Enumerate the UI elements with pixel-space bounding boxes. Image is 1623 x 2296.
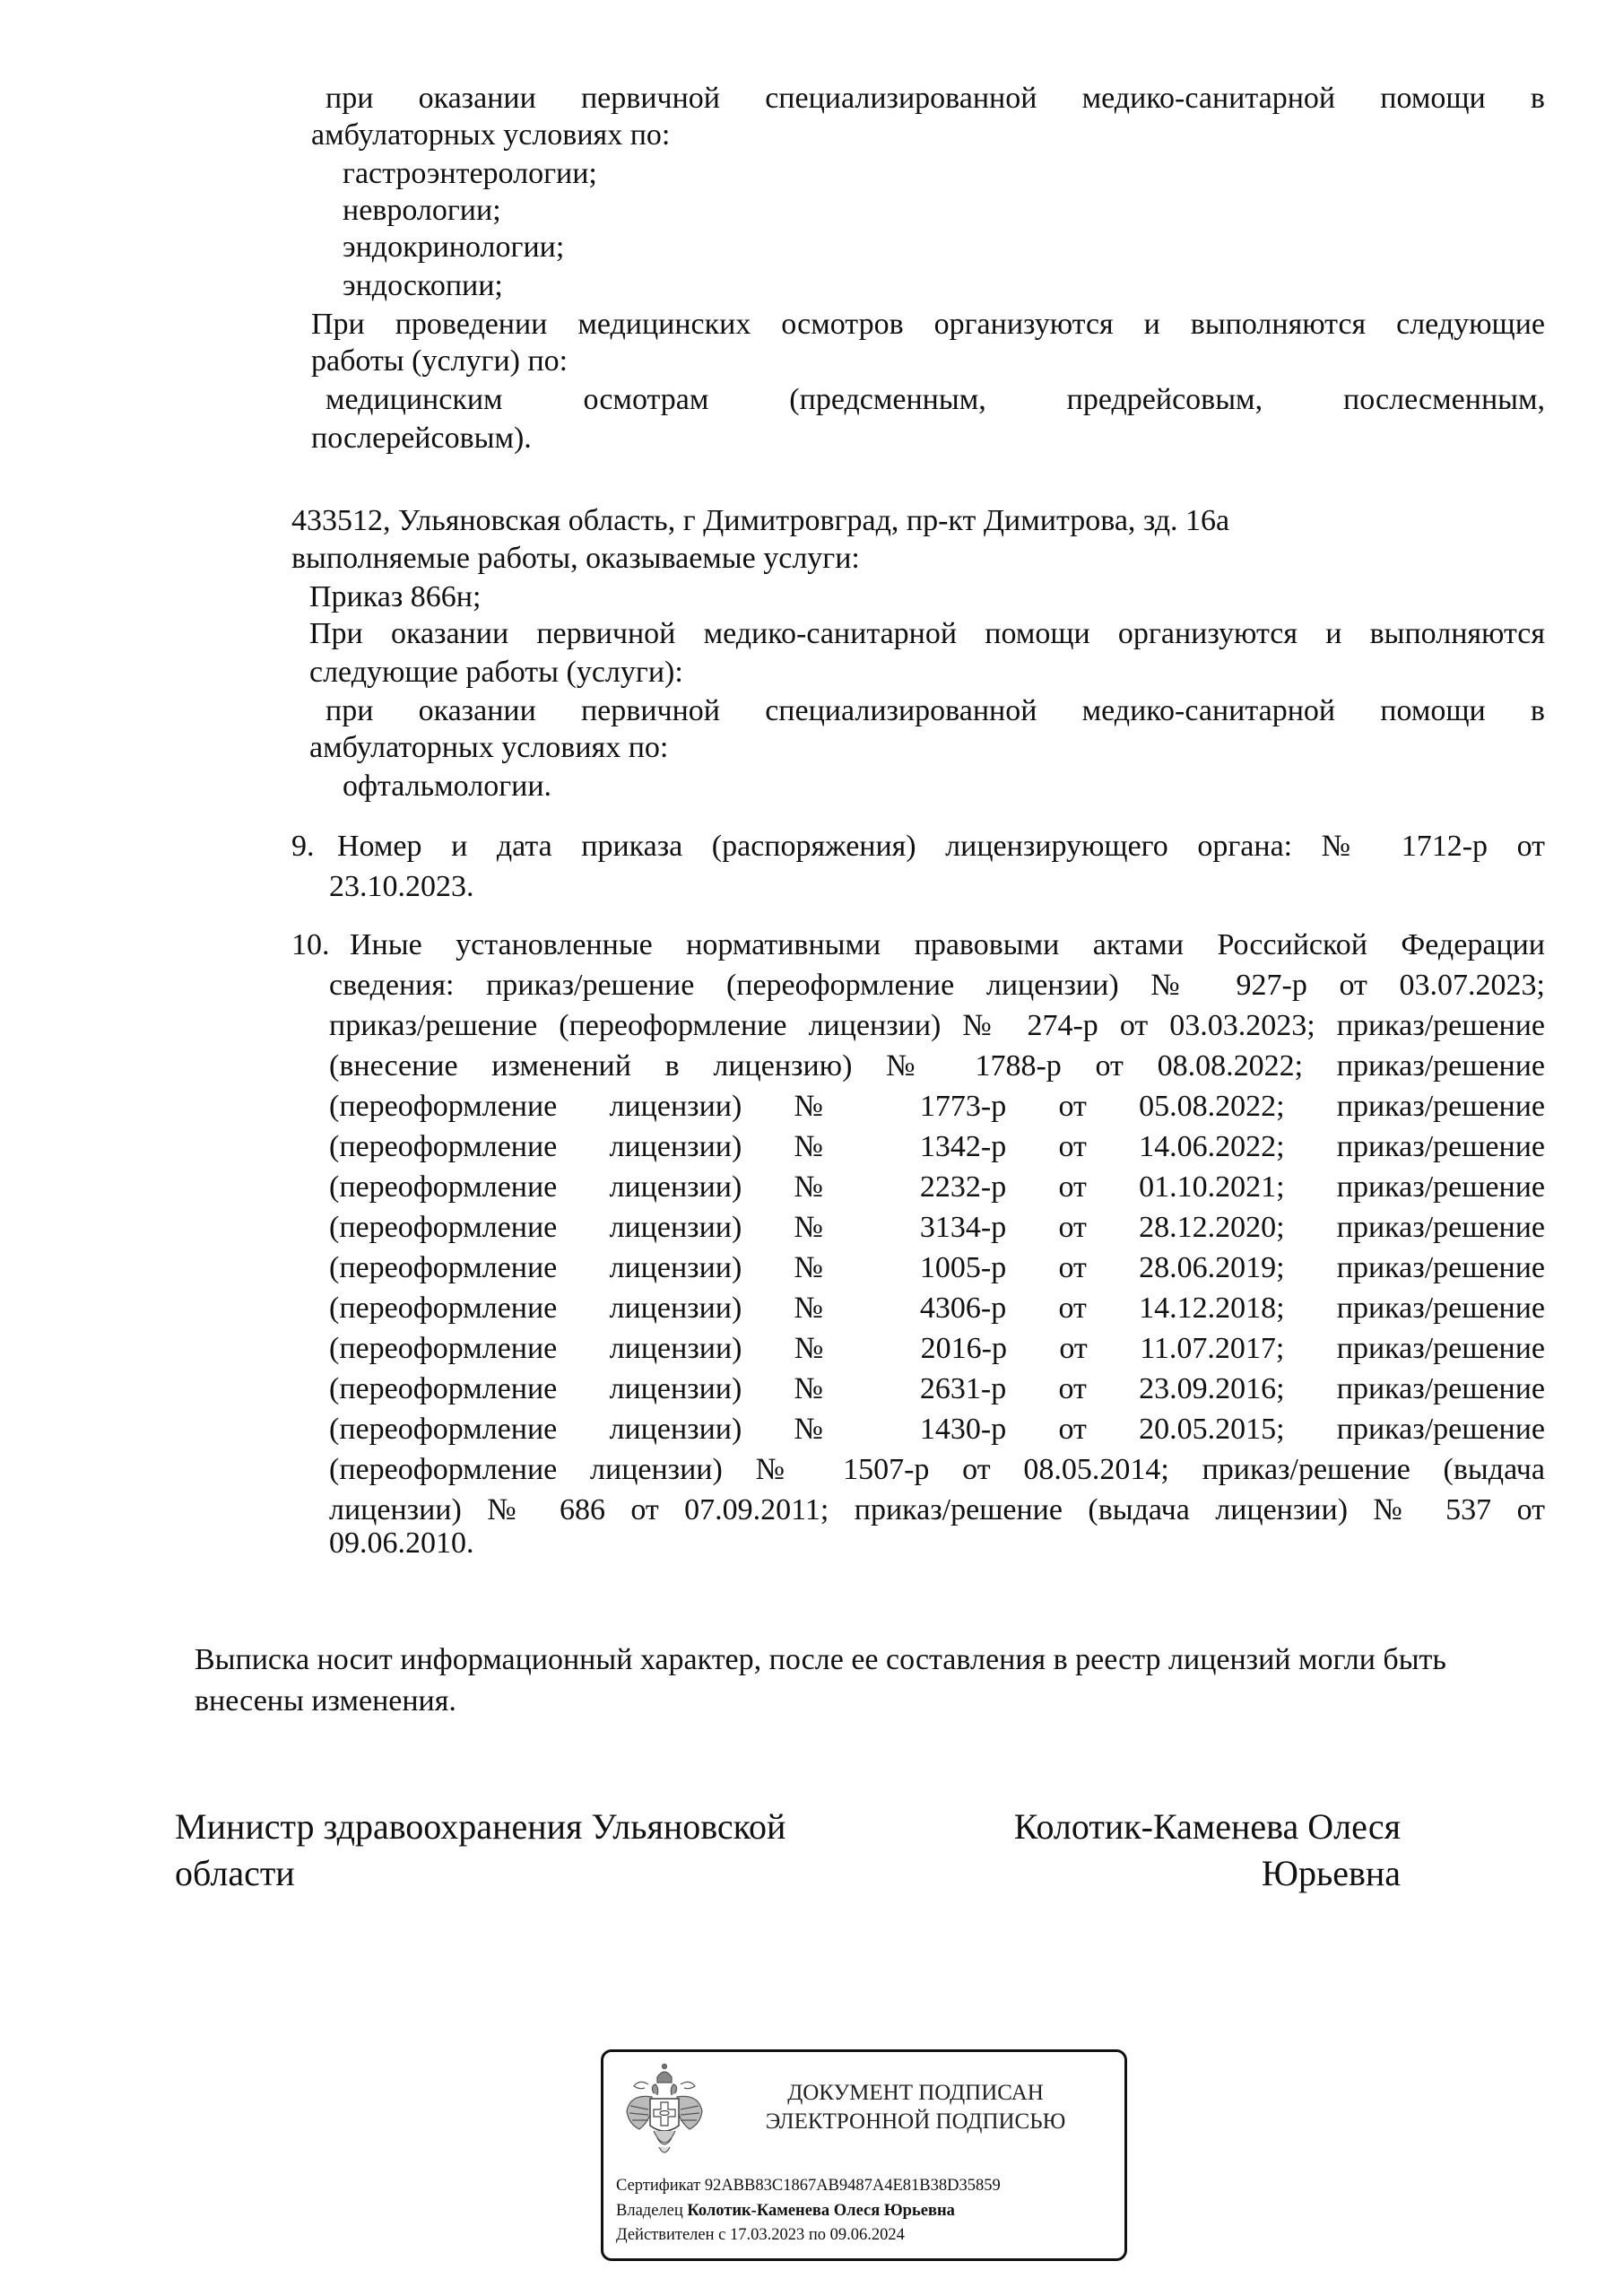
text-line: приказ/решение (переоформление лицензии) № 274-р от 03.03.2023; приказ/решение bbox=[329, 1009, 1545, 1042]
list-item: гастроэнтерологии; bbox=[343, 157, 597, 190]
text-line: (переоформление лицензии) № 1430-р от 20.05.2015; приказ/решение bbox=[329, 1413, 1545, 1446]
text-line: (переоформление лицензии) № 2016-р от 11.07.2017; приказ/решение bbox=[329, 1332, 1545, 1365]
e-signature-stamp bbox=[601, 2049, 1127, 2261]
certificate-label: Сертификат bbox=[616, 2177, 701, 2195]
text-line: лицензии) № 686 от 07.09.2011; приказ/решение (выдача лицензии) № 537 от bbox=[329, 1493, 1545, 1526]
address: 433512, Ульяновская область, г Димитровград, пр-кт Димитрова, зд. 16а bbox=[291, 504, 1230, 537]
text-line: При оказании первичной медико-санитарной помощи организуются и выполняются bbox=[309, 617, 1545, 650]
disclaimer-line: Выписка носит информационный характер, после ее составления в реестр лицензий могли быть bbox=[195, 1643, 1446, 1676]
text-line: послерейсовым). bbox=[311, 422, 532, 455]
text-line: Иные установленные нормативными правовыми актами Российской Федерации bbox=[350, 928, 1545, 961]
certificate-row bbox=[616, 2174, 1001, 2198]
certificate-value: 92ABB83C1867AB9487A4E81B38D35859 bbox=[704, 2177, 1001, 2195]
text-line: 09.06.2010. bbox=[329, 1526, 474, 1560]
text-line: амбулаторных условиях по: bbox=[309, 731, 669, 764]
text-line: сведения: приказ/решение (переоформление лицензии) № 927-р от 03.07.2023; bbox=[329, 969, 1545, 1002]
list-item: эндокринологии; bbox=[343, 230, 565, 264]
text-line: при оказании первичной специализированной медико-санитарной помощи в bbox=[325, 82, 1545, 115]
list-item: офтальмологии. bbox=[343, 770, 552, 803]
text-line: (переоформление лицензии) № 3134-р от 28.12.2020; приказ/решение bbox=[329, 1211, 1545, 1244]
list-item: эндоскопии; bbox=[343, 269, 503, 302]
text-line: следующие работы (услуги): bbox=[309, 656, 683, 689]
text-line: (переоформление лицензии) № 1773-р от 05.08.2022; приказ/решение bbox=[329, 1090, 1545, 1123]
owner-label: Владелец bbox=[616, 2202, 683, 2220]
text-line: (переоформление лицензии) № 1507-р от 08.05.2014; приказ/решение (выдача bbox=[329, 1453, 1545, 1486]
owner-value: Колотик-Каменева Олеся Юрьевна bbox=[687, 2202, 955, 2220]
text-line: 23.10.2023. bbox=[329, 870, 474, 903]
validity-row: Действителен с 17.03.2023 по 09.06.2024 bbox=[616, 2226, 905, 2244]
text-line: (переоформление лицензии) № 1342-р от 14.06.2022; приказ/решение bbox=[329, 1130, 1545, 1163]
disclaimer-line: внесены изменения. bbox=[195, 1684, 456, 1718]
list-item: неврологии; bbox=[343, 194, 501, 227]
item-number: 10. bbox=[291, 928, 330, 961]
item-number: 9. bbox=[291, 830, 315, 863]
order-reference: Приказ 866н; bbox=[309, 580, 482, 613]
text-line: (внесение изменений в лицензию) № 1788-р от 08.08.2022; приказ/решение bbox=[329, 1049, 1545, 1083]
coat-of-arms-icon bbox=[621, 2061, 707, 2161]
text-line: амбулаторных условиях по: bbox=[311, 118, 671, 152]
text-line: Номер и дата приказа (распоряжения) лицензирующего органа: № 1712-р от bbox=[337, 830, 1545, 863]
signatory-name: Юрьевна bbox=[1261, 1853, 1401, 1893]
stamp-title: ДОКУМЕНТ ПОДПИСАН bbox=[787, 2081, 1044, 2105]
text-line: (переоформление лицензии) № 1005-р от 28.06.2019; приказ/решение bbox=[329, 1251, 1545, 1284]
signatory-position: Министр здравоохранения Ульяновской bbox=[175, 1806, 786, 1847]
text-line: При проведении медицинских осмотров организуются и выполняются следующие bbox=[311, 308, 1545, 341]
text-line: работы (услуги) по: bbox=[311, 344, 568, 378]
works-label: выполняемые работы, оказываемые услуги: bbox=[291, 542, 860, 575]
text-line: медицинским осмотрам (предсменным, предрейсовым, послесменным, bbox=[325, 383, 1545, 416]
text-line: (переоформление лицензии) № 4306-р от 14.12.2018; приказ/решение bbox=[329, 1292, 1545, 1325]
stamp-title: ЭЛЕКТРОННОЙ ПОДПИСЬЮ bbox=[765, 2109, 1066, 2134]
owner-row bbox=[616, 2199, 955, 2223]
text-line: (переоформление лицензии) № 2631-р от 23.09.2016; приказ/решение bbox=[329, 1372, 1545, 1405]
text-line: (переоформление лицензии) № 2232-р от 01.10.2021; приказ/решение bbox=[329, 1170, 1545, 1204]
signatory-position: области bbox=[175, 1853, 295, 1893]
text-line: при оказании первичной специализированной медико-санитарной помощи в bbox=[325, 694, 1545, 727]
signatory-name: Колотик-Каменева Олеся bbox=[1013, 1806, 1401, 1847]
